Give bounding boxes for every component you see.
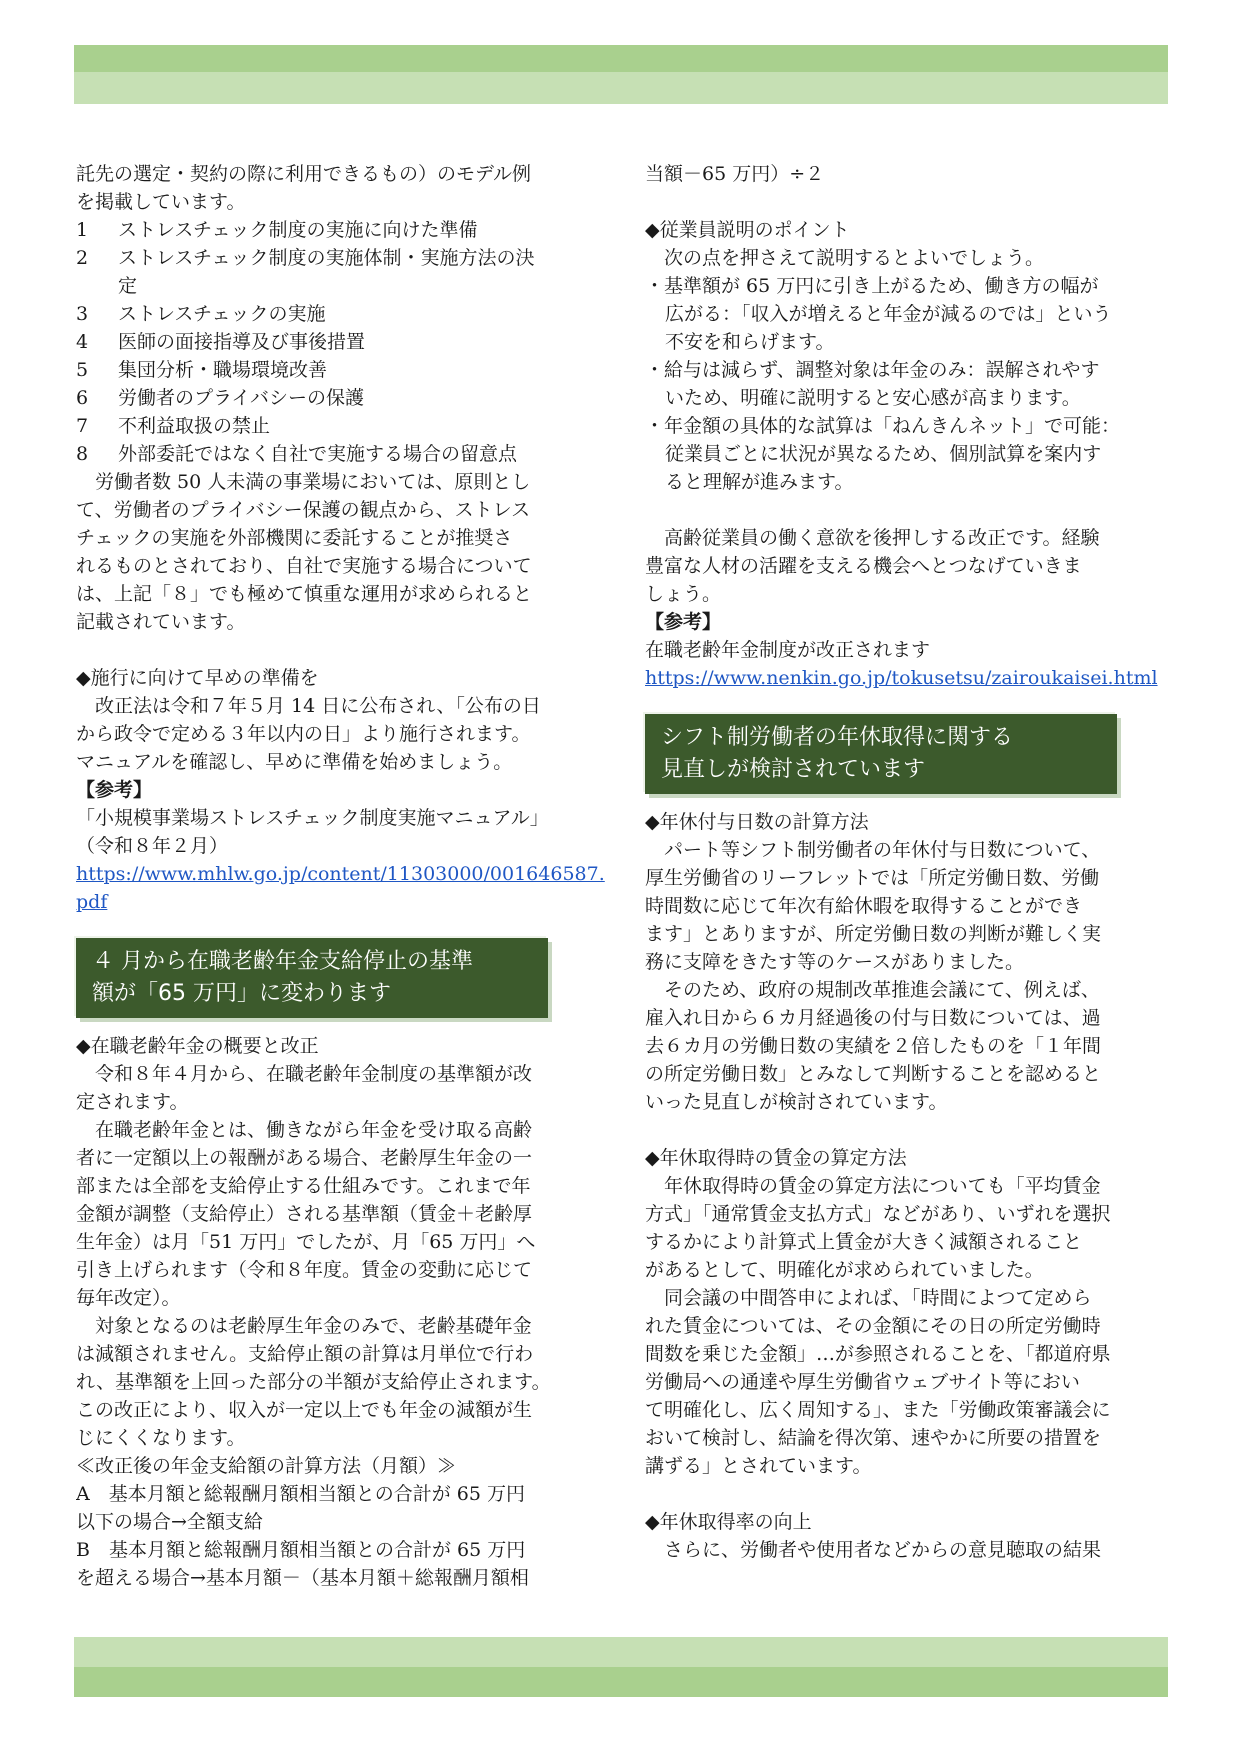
list-item xyxy=(76,412,604,440)
text-line: から政令で定める３年以内の日」より施行されます。 xyxy=(76,723,531,745)
text-line: 講ずる」とされています。 xyxy=(645,1455,872,1477)
paragraph xyxy=(645,976,1167,1116)
heading-line: 額が「65 万円」に変わります xyxy=(92,981,391,1006)
text-line: 毎年改定）。 xyxy=(76,1287,181,1309)
paragraph xyxy=(76,1116,604,1312)
list-item xyxy=(645,272,1167,356)
paragraph xyxy=(76,1312,604,1452)
reference-link[interactable]: https://www.mhlw.go.jp/content/11303000/001646587. xyxy=(76,863,605,885)
text-line: 次の点を押さえて説明するとよいでしょう。 xyxy=(664,247,1045,269)
text-line: れ、基準額を上回った部分の半額が支給停止されます。 xyxy=(76,1371,551,1393)
text-line: 方式」「通常賃金支払方式」などがあり、いずれを選択 xyxy=(645,1203,1111,1225)
text-line: 対象となるのは老齢厚生年金のみで、老齢基礎年金 xyxy=(95,1315,532,1337)
heading-line: ４ 月から在職老齢年金支給停止の基準 xyxy=(92,949,473,974)
text-line: 労働局への通達や厚生労働省ウェブサイト等におい xyxy=(645,1371,1080,1393)
text-line: 金額が調整（支給停止）される基準額（賃金＋老齢厚 xyxy=(76,1203,533,1225)
list-number: 2 xyxy=(76,247,89,269)
text-line: 雇入れ日から６カ月経過後の付与日数については、過 xyxy=(645,1007,1101,1029)
text-line: 厚生労働省のリーフレットでは「所定労働日数、労働 xyxy=(645,867,1100,889)
text-line: 在職老齢年金とは、働きながら年金を受け取る高齢 xyxy=(95,1119,533,1141)
paragraph xyxy=(645,1284,1167,1480)
section-subheading: ◆従業員説明のポイント xyxy=(645,219,850,241)
text-line: 従業員ごとに状況が異なるため、個別試算を案内す xyxy=(665,443,1102,465)
text-line: ます」とありますが、所定労働日数の判断が難しく実 xyxy=(645,923,1102,945)
text-line: いった見直しが検討されています。 xyxy=(645,1091,948,1113)
text-line: しょう。 xyxy=(645,583,722,605)
text-line: 年休取得時の賃金の算定方法についても「平均賃金 xyxy=(664,1175,1101,1197)
text-line: マニュアルを確認し、早めに準備を始めましょう。 xyxy=(76,751,513,773)
text-line: て、労働者のプライバシー保護の観点から、ストレス xyxy=(76,499,531,521)
list-item xyxy=(76,300,604,328)
calc-case-b: B 基本月額と総報酬月額相当額との合計が 65 万円 xyxy=(76,1539,526,1561)
calc-case-a-cont: 以下の場合→全額支給 xyxy=(76,1511,263,1533)
text-line: じにくくなります。 xyxy=(76,1427,246,1449)
list-text: 医師の面接指導及び事後措置 xyxy=(118,331,366,353)
text-line: ・基準額が 65 万円に引き上がるため、働き方の幅が xyxy=(645,275,1099,297)
header-band-light xyxy=(74,72,1168,104)
heading-line: 見直しが検討されています xyxy=(661,757,926,782)
text-line: 去６カ月の労働日数の実績を２倍したものを「１年間 xyxy=(645,1035,1102,1057)
paragraph xyxy=(645,1172,1167,1284)
text-line: れるものとされており、自社で実施する場合について xyxy=(76,555,532,577)
numbered-list xyxy=(76,216,604,468)
reference-link-continued[interactable]: pdf xyxy=(76,891,108,913)
section-subheading: ◆在職老齢年金の概要と改正 xyxy=(76,1035,319,1057)
text-line: 時間数に応じて年次有給休暇を取得することができ xyxy=(645,895,1083,917)
text-line: この改正により、収入が一定以上でも年金の減額が生 xyxy=(76,1399,533,1421)
list-item xyxy=(76,216,604,244)
text-line: おいて検討し、結論を得次第、速やかに所要の措置を xyxy=(645,1427,1102,1449)
text-line: て明確化し、広く周知する」、また「労働政策審議会に xyxy=(645,1399,1111,1421)
text-line: 定されます。 xyxy=(76,1091,189,1113)
list-number: 5 xyxy=(76,359,89,381)
section-subheading: ◆施行に向けて早めの準備を xyxy=(76,667,319,689)
text-line: ると理解が進みます。 xyxy=(665,471,854,493)
list-text: 集団分析・職場環境改善 xyxy=(118,359,328,381)
text-line: は減額されません。支給停止額の計算は月単位で行わ xyxy=(76,1343,534,1365)
text-line: があるとして、明確化が求められていました。 xyxy=(645,1259,1044,1281)
text-line: 労働者数 50 人未満の事業場においては、原則とし xyxy=(95,471,531,493)
calc-heading: ≪改正後の年金支給額の計算方法（月額）≫ xyxy=(76,1455,457,1477)
section-heading-box xyxy=(76,938,548,1018)
paragraph xyxy=(76,468,604,636)
text-line: 令和８年４月から、在職老齢年金制度の基準額が改 xyxy=(95,1063,533,1085)
list-text: 外部委託ではなく自社で実施する場合の留意点 xyxy=(118,443,518,465)
text-line: さらに、労働者や使用者などからの意見聴取の結果 xyxy=(664,1539,1102,1561)
section-subheading: ◆年休付与日数の計算方法 xyxy=(645,811,869,833)
text-line: 託先の選定・契約の際に利用できるもの）のモデル例 xyxy=(76,163,532,185)
list-text: ストレスチェックの実施 xyxy=(118,303,326,325)
text-line: 高齢従業員の働く意欲を後押しする改正です。経験 xyxy=(664,527,1100,549)
reference-title: 「小規模事業場ストレスチェック制度実施マニュアル」 xyxy=(76,807,549,829)
bullet-list xyxy=(645,272,1167,496)
text-line: ・年金額の具体的な試算は「ねんきんネット」で可能： xyxy=(645,415,1121,437)
text-line: そのため、政府の規制改革推進会議にて、例えば、 xyxy=(664,979,1100,1001)
list-text-continued: 定 xyxy=(118,275,138,297)
footer-band-light xyxy=(74,1637,1168,1667)
list-number: 7 xyxy=(76,415,89,437)
reference-title: 在職老齢年金制度が改正されます xyxy=(645,639,931,661)
section-heading-box xyxy=(645,714,1117,794)
list-item xyxy=(645,356,1167,412)
list-item xyxy=(76,356,604,384)
list-item xyxy=(76,244,604,272)
reference-label: 【参考】 xyxy=(76,779,153,801)
footer-band-dark xyxy=(74,1667,1168,1697)
list-text: 労働者のプライバシーの保護 xyxy=(118,387,365,409)
list-number: 4 xyxy=(76,331,89,353)
right-column xyxy=(645,160,1167,1564)
left-column xyxy=(76,160,604,1592)
list-item xyxy=(76,384,604,412)
list-number: 1 xyxy=(76,219,89,241)
section-subheading: ◆年休取得率の向上 xyxy=(645,1511,812,1533)
text-line: ・給与は減らず、調整対象は年金のみ：誤解されやす xyxy=(645,359,1100,381)
list-number: 6 xyxy=(76,387,89,409)
text-line: の所定労働日数」とみなして判断することを認めると xyxy=(645,1063,1102,1085)
reference-label: 【参考】 xyxy=(645,611,722,633)
text-line: 不安を和らげます。 xyxy=(665,331,835,353)
heading-line: シフト制労働者の年休取得に関する xyxy=(661,725,1014,750)
text-line: は、上記「８」でも極めて慎重な運用が求められると xyxy=(76,583,533,605)
list-text: 不利益取扱の禁止 xyxy=(118,415,271,437)
paragraph xyxy=(645,524,1167,608)
text-line: 記載されています。 xyxy=(76,611,246,633)
calc-case-a: A 基本月額と総報酬月額相当額との合計が 65 万円 xyxy=(76,1483,525,1505)
reference-link[interactable]: https://www.nenkin.go.jp/tokusetsu/zairoukaisei.html xyxy=(645,667,1158,689)
list-text: ストレスチェック制度の実施体制・実施方法の決 xyxy=(118,247,535,269)
list-item xyxy=(76,328,604,356)
calc-case-b-end: 当額－65 万円）÷２ xyxy=(645,163,825,185)
list-item xyxy=(645,412,1167,496)
list-text: ストレスチェック制度の実施に向けた準備 xyxy=(118,219,478,241)
paragraph xyxy=(645,836,1167,976)
text-line: チェックの実施を外部機関に委託することが推奨さ xyxy=(76,527,513,549)
text-line: 広がる：「収入が増えると年金が減るのでは」という xyxy=(665,303,1112,325)
text-line: いため、明確に説明すると安心感が高まります。 xyxy=(665,387,1081,409)
text-line: 豊富な人材の活躍を支える機会へとつなげていきま xyxy=(645,555,1082,577)
list-number: 8 xyxy=(76,443,89,465)
section-subheading: ◆年休取得時の賃金の算定方法 xyxy=(645,1147,907,1169)
text-line: れた賃金については、その金額にその日の所定労働時 xyxy=(645,1315,1101,1337)
text-line: するかにより計算式上賃金が大きく減額されること xyxy=(645,1231,1083,1253)
text-line: 引き上げられます（令和８年度。賃金の変動に応じて xyxy=(76,1259,533,1281)
text-line: パート等シフト制労働者の年休付与日数について、 xyxy=(664,839,1101,861)
text-line: 間数を乗じた金額」…が参照されることを、「都道府県 xyxy=(645,1343,1111,1365)
text-line: 生年金）は月「51 万円」でしたが、月「65 万円」へ xyxy=(76,1231,536,1253)
paragraph xyxy=(76,692,604,776)
text-line: 務に支障をきたす等のケースがありました。 xyxy=(645,951,1025,973)
reference-date: （令和８年２月） xyxy=(76,835,229,857)
text-line: 改正法は令和７年５月 14 日に公布され、「公布の日 xyxy=(95,695,541,717)
text-line: 部または全部を支給停止する仕組みです。これまで年 xyxy=(76,1175,531,1197)
text-line: を掲載しています。 xyxy=(76,191,246,213)
text-line: 同会議の中間答申によれば、「時間によつて定めら xyxy=(664,1287,1092,1309)
paragraph xyxy=(76,1060,604,1116)
header-band-dark xyxy=(74,45,1168,72)
calc-case-b-cont: を超える場合→基本月額－（基本月額＋総報酬月額相 xyxy=(76,1567,529,1589)
list-number: 3 xyxy=(76,303,89,325)
list-item xyxy=(76,440,604,468)
text-line: 者に一定額以上の報酬がある場合、老齢厚生年金の一 xyxy=(76,1147,533,1169)
